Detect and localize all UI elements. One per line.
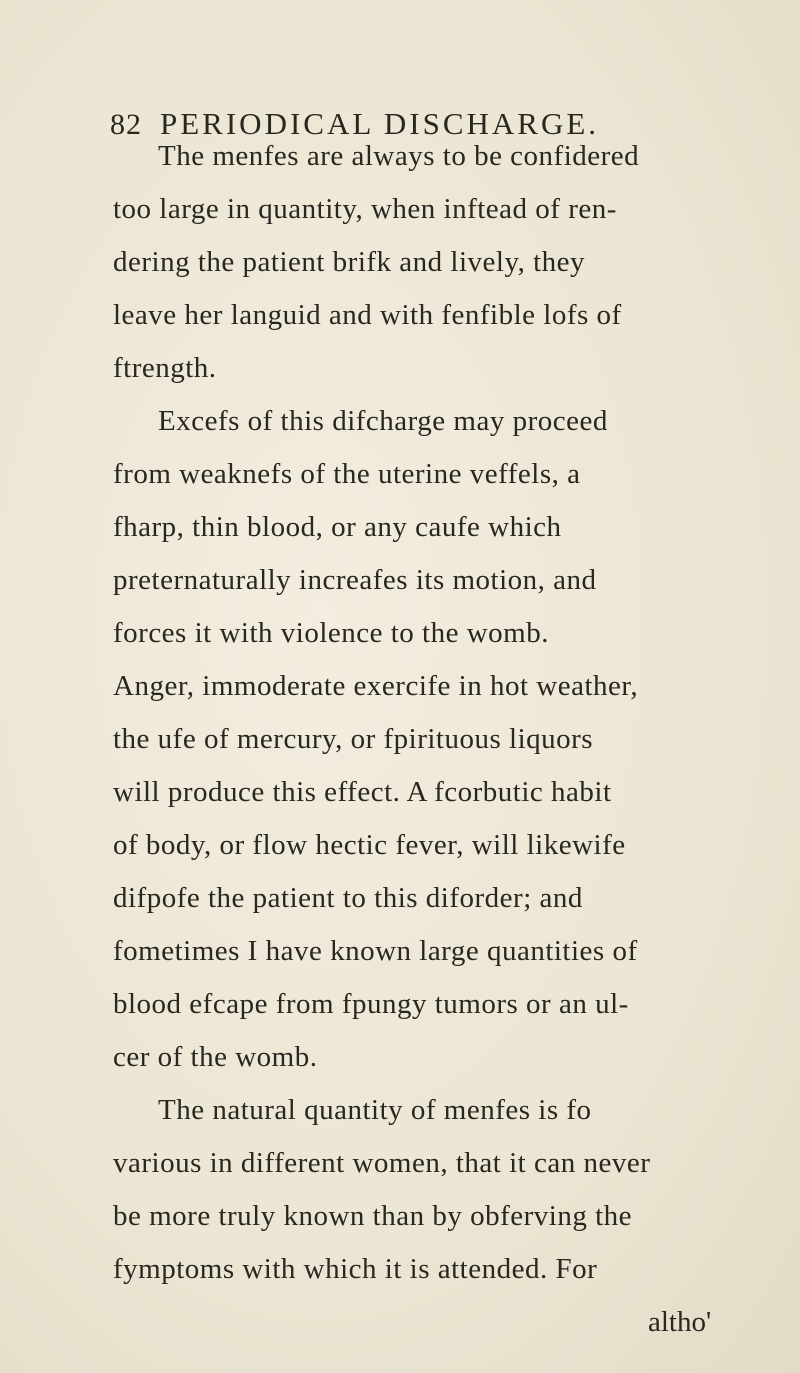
- text-line: too large in quantity, when inftead of ren-: [113, 193, 617, 225]
- text-line: preternaturally increafes its motion, and: [113, 564, 597, 596]
- text-line: leave her languid and with fenfible lofs of: [113, 299, 622, 331]
- text-line: be more truly known than by obferving the: [113, 1200, 633, 1232]
- text-line: from weaknefs of the uterine veffels, a: [113, 458, 581, 490]
- text-line: the ufe of mercury, or fpirituous liquors: [113, 723, 594, 755]
- catchword: altho': [648, 1306, 712, 1338]
- running-head: PERIODICAL DISCHARGE.: [160, 106, 600, 141]
- text-line: will produce this effect. A fcorbutic habit: [113, 776, 612, 808]
- text-line: The natural quantity of menfes is fo: [158, 1094, 592, 1126]
- text-line: forces it with violence to the womb.: [113, 617, 549, 649]
- text-line: fharp, thin blood, or any caufe which: [113, 511, 562, 543]
- text-line: Excefs of this difcharge may proceed: [158, 405, 608, 437]
- text-line: various in different women, that it can never: [113, 1147, 651, 1179]
- text-line: of body, or flow hectic fever, will likewife: [113, 829, 626, 861]
- text-line: blood efcape from fpungy tumors or an ul-: [113, 988, 629, 1020]
- text-line: fometimes I have known large quantities of: [113, 935, 638, 967]
- text-line: fymptoms with which it is attended. For: [113, 1253, 598, 1285]
- text-line: dering the patient brifk and lively, they: [113, 246, 586, 278]
- text-line: ftrength.: [113, 352, 217, 384]
- page-number: 82: [110, 108, 142, 141]
- text-line: difpofe the patient to this diforder; and: [113, 882, 583, 914]
- text-line: The menfes are always to be confidered: [158, 140, 640, 172]
- text-line: cer of the womb.: [113, 1041, 318, 1073]
- text-line: Anger, immoderate exercife in hot weather,: [113, 670, 639, 702]
